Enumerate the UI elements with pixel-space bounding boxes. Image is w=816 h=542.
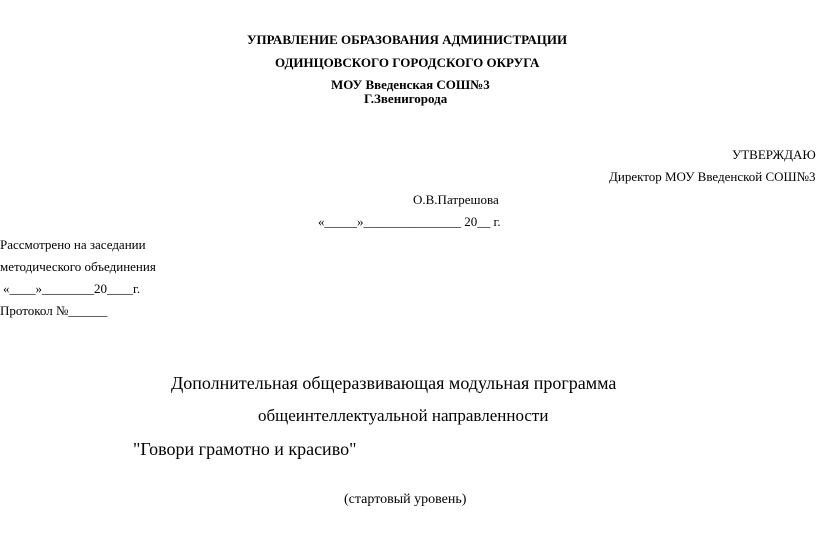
review-line-meeting: Рассмотрено на заседании <box>0 237 146 252</box>
approval-title: УТВЕРЖДАЮ <box>732 147 816 162</box>
review-protocol: Протокол №______ <box>0 303 108 318</box>
header-line-school: МОУ Введенская СОШ№3 <box>331 77 490 92</box>
approval-name: О.В.Патрешова <box>413 192 499 207</box>
review-date: «____»________20____г. <box>3 281 141 296</box>
review-line-association: методического объединения <box>0 259 156 274</box>
program-title: Дополнительная общеразвивающая модульная программа <box>171 373 617 393</box>
program-name: "Говори грамотно и красиво" <box>133 439 357 459</box>
program-direction: общеинтеллектуальной направленности <box>258 406 549 425</box>
approval-date: «_____»_______________ 20__ г. <box>318 214 501 229</box>
header-line-administration: УПРАВЛЕНИЕ ОБРАЗОВАНИЯ АДМИНИСТРАЦИИ <box>247 32 568 47</box>
header-line-city: Г.Звенигорода <box>364 91 448 106</box>
program-level: (стартовый уровень) <box>344 492 467 507</box>
header-line-district: ОДИНЦОВСКОГО ГОРОДСКОГО ОКРУГА <box>275 55 540 70</box>
approval-position: Директор МОУ Введенской СОШ№3 <box>609 169 816 184</box>
